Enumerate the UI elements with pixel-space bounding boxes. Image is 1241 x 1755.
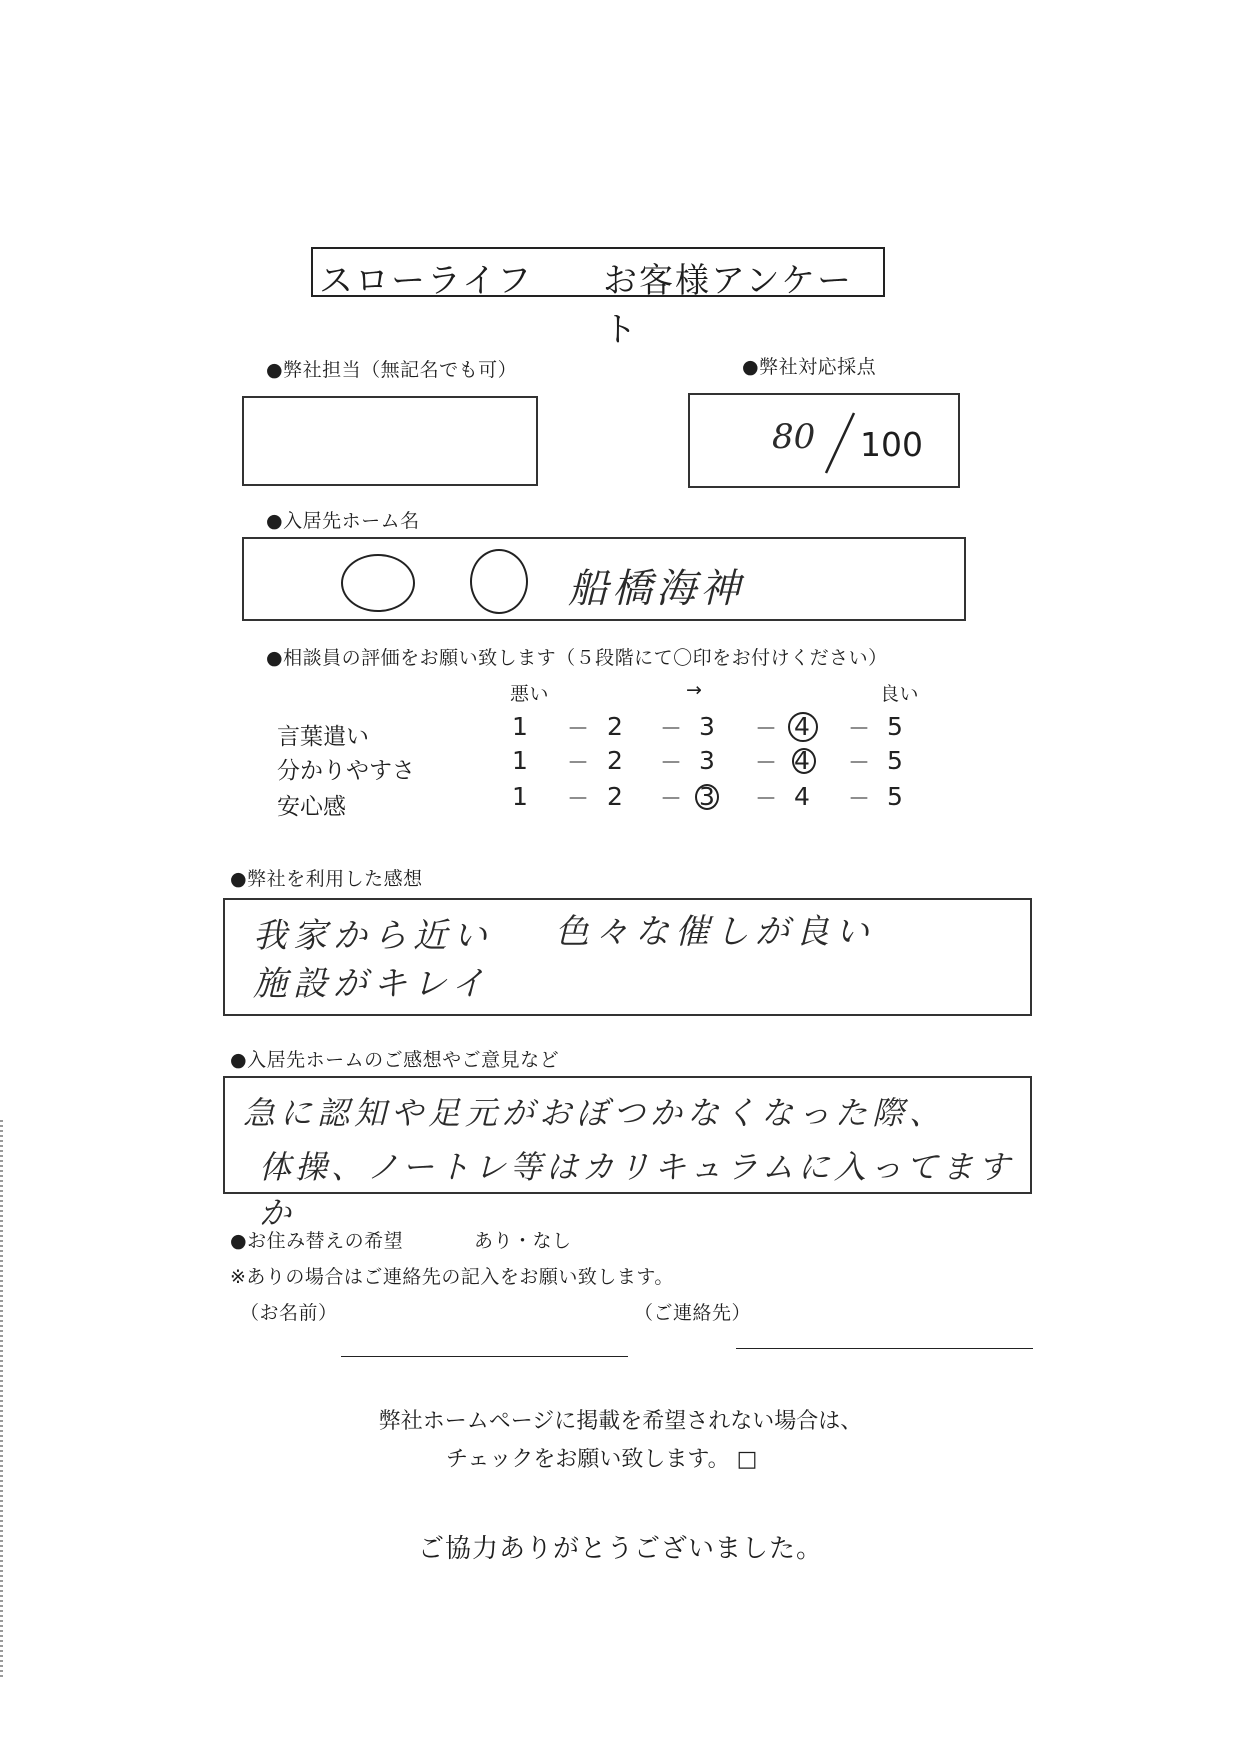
- rating-option-selected[interactable]: 3: [699, 782, 715, 811]
- score-label: ●弊社対応採点: [742, 356, 877, 378]
- rating-option[interactable]: 3: [699, 746, 715, 775]
- scale-good-label: 良い: [880, 683, 920, 705]
- scale-bad-label: 悪い: [510, 683, 550, 705]
- home-field[interactable]: [242, 537, 966, 621]
- score-field[interactable]: [688, 393, 960, 488]
- survey-title-company: スローライフ: [319, 261, 533, 301]
- score-slash-icon: [820, 409, 860, 479]
- survey-title-box: [311, 247, 885, 350]
- contact-input-line[interactable]: [736, 1348, 1033, 1349]
- selected-circle-icon: [788, 712, 818, 742]
- scan-edge-artifact: [0, 1120, 3, 1680]
- relocation-note: ※ありの場合はご連絡先の記入をお願い致します。: [230, 1266, 674, 1288]
- scale-dash: －: [660, 751, 683, 776]
- rating-option-selected[interactable]: 4: [794, 712, 810, 741]
- impression-line2: 施設がキレイ: [253, 964, 491, 1004]
- scale-dash: －: [755, 751, 778, 776]
- rating-option[interactable]: 1: [512, 782, 528, 811]
- placeholder-circle-icon: [341, 554, 415, 612]
- opinion-line2: 体操、ノートレ等はカリキュラムに入ってますか: [259, 1148, 1014, 1232]
- scale-dash: －: [567, 787, 590, 812]
- rating-option[interactable]: 5: [887, 746, 903, 775]
- impression-line1b: 色々な催しが良い: [555, 912, 875, 952]
- score-total: 100: [860, 425, 923, 464]
- staff-field[interactable]: [242, 396, 538, 486]
- website-line2: チェックをお願い致します。: [446, 1447, 730, 1472]
- scale-dash: －: [567, 751, 590, 776]
- rating-option[interactable]: 5: [887, 782, 903, 811]
- home-label: ●入居先ホーム名: [266, 510, 420, 532]
- rating-option[interactable]: 1: [512, 712, 528, 741]
- rating-option[interactable]: 2: [607, 712, 623, 741]
- placeholder-circle-icon: [470, 549, 528, 614]
- rating-option[interactable]: 3: [699, 712, 715, 741]
- home-prefix-marks: [245, 541, 246, 542]
- rating-option[interactable]: 1: [512, 746, 528, 775]
- website-line1: 弊社ホームページに掲載を希望されない場合は、: [378, 1409, 863, 1434]
- staff-label: ●弊社担当（無記名でも可）: [266, 359, 518, 381]
- scale-dash: －: [848, 717, 871, 742]
- rating-option[interactable]: 4: [794, 782, 810, 811]
- rating-option[interactable]: 2: [607, 782, 623, 811]
- selected-circle-icon: [792, 748, 816, 774]
- name-label: （お名前）: [240, 1302, 338, 1324]
- rating-label-reassurance: 安心感: [277, 794, 346, 820]
- rating-label-wording: 言葉遣い: [277, 724, 369, 750]
- opinion-line1: 急に認知や足元がおぼつかなくなった際、: [243, 1094, 947, 1132]
- impression-field[interactable]: [223, 898, 1032, 1016]
- rating-option[interactable]: 5: [887, 712, 903, 741]
- rating-option[interactable]: 2: [607, 746, 623, 775]
- score-value: 80: [772, 417, 816, 457]
- scale-dash: －: [755, 717, 778, 742]
- selected-circle-icon: [695, 784, 719, 810]
- opinion-field[interactable]: [223, 1076, 1032, 1232]
- scale-dash: －: [848, 751, 871, 776]
- website-line2-group: [446, 1442, 757, 1473]
- scale-dash: －: [660, 717, 683, 742]
- impression-line1a: 我家から近い: [253, 916, 493, 956]
- contact-label: （ご連絡先）: [634, 1302, 752, 1324]
- scale-dash: －: [755, 787, 778, 812]
- impression-label: ●弊社を利用した感想: [230, 868, 423, 890]
- website-opt-out-checkbox[interactable]: □: [736, 1447, 758, 1472]
- relocation-label: ●お住み替えの希望: [230, 1230, 404, 1252]
- survey-title-name: お客様アンケート: [603, 261, 853, 350]
- home-name-value: 船橋海神: [568, 566, 744, 612]
- scale-arrow: →: [686, 679, 703, 701]
- evaluation-label: ●相談員の評価をお願い致します（５段階にて〇印をお付けください）: [266, 647, 888, 669]
- relocation-options[interactable]: あり・なし: [474, 1230, 572, 1252]
- thanks-message: ご協力ありがとうございました。: [417, 1534, 823, 1564]
- scale-dash: －: [660, 787, 683, 812]
- scale-dash: －: [567, 717, 590, 742]
- opinion-label: ●入居先ホームのご感想やご意見など: [230, 1049, 560, 1071]
- rating-option-selected[interactable]: 4: [794, 746, 810, 775]
- scale-dash: －: [848, 787, 871, 812]
- rating-label-clarity: 分かりやすさ: [277, 758, 415, 784]
- name-input-line[interactable]: [341, 1356, 628, 1357]
